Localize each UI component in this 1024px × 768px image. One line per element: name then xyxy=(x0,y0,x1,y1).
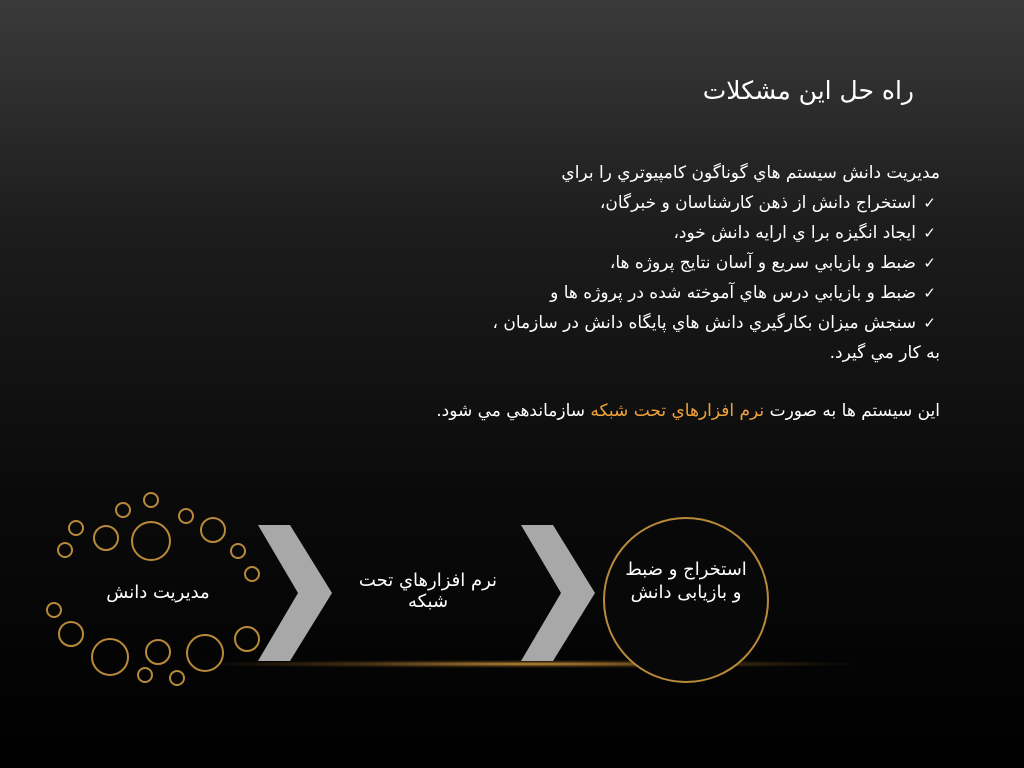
bullet-text: ضبط و بازيابي سريع و آسان نتايج پروژه ها، xyxy=(609,253,916,273)
checkmark-icon: ✓ xyxy=(923,254,936,272)
ring-dot xyxy=(146,640,170,664)
ring-dot xyxy=(69,521,83,535)
ring-dot xyxy=(59,622,83,646)
ring-dot xyxy=(187,635,223,671)
ring-dot xyxy=(132,522,170,560)
node-network-software: نرم افزارهاي تحت شبكه xyxy=(358,570,498,612)
ring-dot xyxy=(47,603,61,617)
checkmark-icon: ✓ xyxy=(923,224,936,242)
bullet-text: سنجش ميزان بكارگيري دانش هاي پايگاه دانش در سازمان ، xyxy=(492,313,916,333)
ring-dot xyxy=(201,518,225,542)
node-knowledge-management: مديريت دانش xyxy=(106,582,210,603)
chevron-right-icon xyxy=(521,525,595,661)
ring-dot xyxy=(92,639,128,675)
ring-dot xyxy=(231,544,245,558)
ring-dot xyxy=(235,627,259,651)
node-extraction-retrieval: استخراج و ضبط و بازيابی دانش xyxy=(625,559,747,603)
checkmark-icon: ✓ xyxy=(923,314,936,332)
bullet-text: ضبط و بازيابي درس هاي آموخته شده در پروژه ها و xyxy=(550,283,916,303)
closing-before: اين سيستم ها به صورت xyxy=(769,401,940,421)
ring-dot xyxy=(144,493,158,507)
checkmark-icon: ✓ xyxy=(923,284,936,302)
outro-text: به كار مي گيرد. xyxy=(829,343,940,363)
ring-dot xyxy=(245,567,259,581)
ring-dot xyxy=(170,671,184,685)
ring-dot xyxy=(138,668,152,682)
ring-dot xyxy=(116,503,130,517)
closing-highlight: نرم افزارهاي تحت شبكه xyxy=(590,401,765,421)
ring-dot xyxy=(58,543,72,557)
ring-dot xyxy=(179,509,193,523)
bullet-text: ايجاد انگيزه برا ي ارايه دانش خود، xyxy=(673,223,916,243)
bullet-text: استخراج دانش از ذهن كارشناسان و خبرگان، xyxy=(599,193,916,213)
chevron-right-icon xyxy=(258,525,332,661)
intro-text: مديريت دانش سيستم هاي گوناگون كامپيوتري را براي xyxy=(561,163,940,183)
slide-title: راه حل اين مشكلات xyxy=(702,76,914,105)
checkmark-icon: ✓ xyxy=(923,194,936,212)
closing-after: سازماندهي مي شود. xyxy=(436,401,586,421)
ring-dot xyxy=(94,526,118,550)
